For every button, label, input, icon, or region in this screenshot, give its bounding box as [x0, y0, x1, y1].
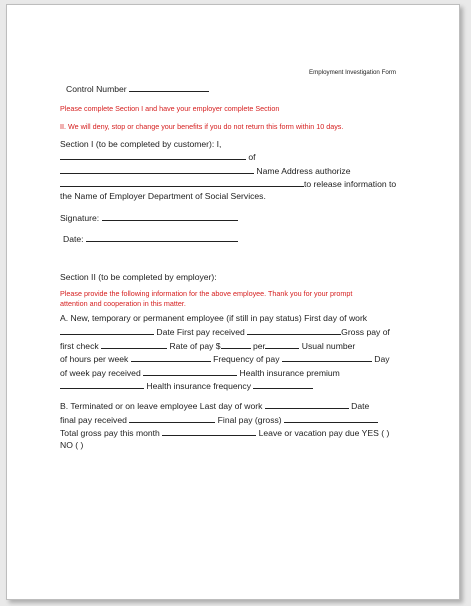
per-field[interactable] — [265, 339, 299, 349]
signature-label: Signature: — [60, 212, 100, 223]
day-label: Day — [374, 354, 390, 365]
part-a-line-5 — [60, 366, 416, 380]
control-number-line — [60, 82, 416, 96]
first-check-label: first check — [60, 340, 99, 351]
section1-release-line — [60, 177, 416, 191]
section1-heading: Section I (to be completed by customer): I, — [60, 138, 222, 149]
leave-pay-label: Leave or vacation pay due YES ( ) — [258, 428, 390, 439]
part-a-line-2 — [60, 325, 416, 339]
section1-address-line — [60, 164, 416, 178]
health-premium-label: Health insurance premium — [239, 367, 340, 378]
final-pay-gross-field[interactable] — [284, 413, 378, 423]
gross-pay-field[interactable] — [101, 339, 167, 349]
usual-number-label: Usual number — [301, 340, 356, 351]
part-b-line-1 — [60, 399, 416, 413]
first-pay-date-field[interactable] — [247, 325, 341, 335]
date-final-label: Date — [351, 400, 370, 411]
part-b-block — [60, 399, 416, 451]
day-of-week-field[interactable] — [143, 366, 237, 376]
first-day-of-work-field[interactable] — [60, 325, 154, 335]
week-pay-received-label: of week pay received — [60, 367, 141, 378]
section1-of-line — [60, 150, 416, 164]
name-address-label: Name Address authorize — [256, 165, 351, 176]
frequency-of-pay-label: Frequency of pay — [213, 354, 280, 365]
last-day-of-work-label: B. Terminated or on leave employee Last day of work — [60, 400, 263, 411]
part-b-line-3 — [60, 426, 416, 440]
health-frequency-label: Health insurance frequency — [146, 381, 252, 392]
rate-of-pay-field[interactable] — [221, 339, 251, 349]
control-number-label: Control Number — [66, 84, 127, 94]
total-gross-label: Total gross pay this month — [60, 428, 160, 439]
section2-notice-line-2: attention and cooperation in this matter. — [60, 299, 186, 309]
frequency-of-pay-field[interactable] — [282, 352, 372, 362]
last-day-of-work-field[interactable] — [265, 399, 349, 409]
part-b-line-2 — [60, 413, 416, 427]
hours-per-week-label: of hours per week — [60, 354, 129, 365]
form-body — [60, 67, 416, 451]
customer-address-field[interactable] — [60, 164, 254, 174]
final-pay-received-label: final pay received — [60, 414, 127, 425]
notice-line-1: Please complete Section I and have your employer complete Section — [60, 103, 280, 113]
release-label: to release information to — [304, 179, 397, 190]
part-a-block — [60, 313, 416, 393]
document-page — [6, 4, 460, 600]
date-label: Date: — [63, 234, 84, 245]
part-a-line-1: A. New, temporary or permanent employee (if still in pay status) First day of work — [60, 313, 368, 324]
notice-line-2: II. We will deny, stop or change your benefits if you do not return this form within 10 days. — [60, 121, 344, 131]
total-gross-field[interactable] — [162, 426, 256, 436]
section2-notice-line-1: Please provide the following information for the above employee. Thank you for your prompt — [60, 289, 353, 299]
date-field[interactable] — [86, 232, 238, 242]
customer-name-field[interactable] — [60, 150, 246, 160]
part-a-line-4 — [60, 352, 416, 366]
gross-pay-label: Gross pay of — [341, 326, 390, 337]
employer-line: the Name of Employer Department of Social Services. — [60, 190, 266, 201]
employer-name-field[interactable] — [60, 177, 304, 187]
first-pay-date-label: Date First pay received — [156, 326, 245, 337]
health-premium-field[interactable] — [60, 379, 144, 389]
part-a-line-6 — [60, 379, 416, 393]
section2-heading: Section II (to be completed by employer): — [60, 271, 217, 282]
part-a-line-3 — [60, 339, 416, 353]
form-title: Employment Investigation Form — [309, 69, 397, 76]
date-line — [60, 232, 416, 246]
hours-per-week-field[interactable] — [131, 352, 211, 362]
per-label: per — [252, 340, 266, 351]
of-label: of — [248, 152, 256, 163]
signature-field[interactable] — [102, 211, 238, 221]
rate-of-pay-label: Rate of pay $ — [169, 340, 221, 351]
health-frequency-field[interactable] — [253, 379, 313, 389]
signature-line — [60, 211, 416, 225]
final-pay-gross-label: Final pay (gross) — [217, 414, 282, 425]
part-b-line-4: NO ( ) — [60, 439, 84, 450]
control-number-field[interactable] — [129, 82, 209, 92]
final-pay-date-field[interactable] — [129, 413, 215, 423]
